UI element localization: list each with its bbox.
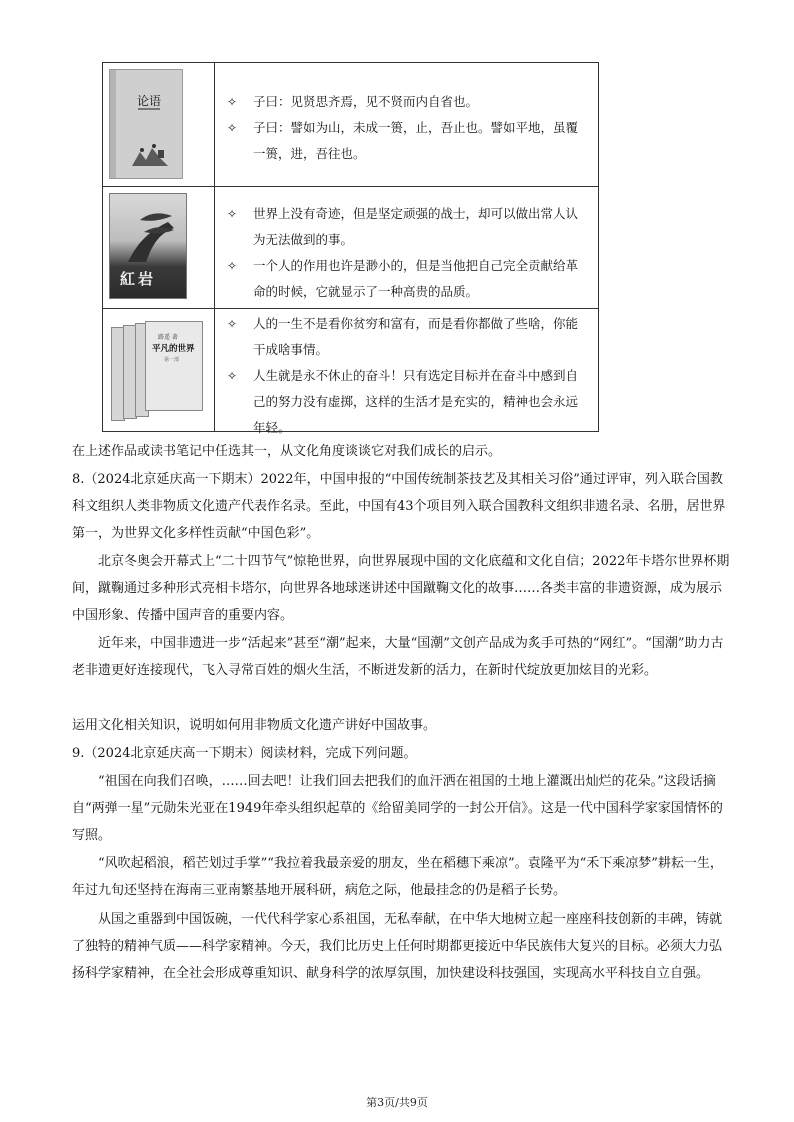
- book-row-lunyu: [103, 63, 598, 187]
- lunyu-cover-image: [109, 69, 183, 179]
- question-prompt: 运用文化相关知识，说明如何用非物质文化遗产讲好中国故事。: [72, 718, 437, 733]
- figures-illustration: [130, 142, 170, 168]
- paragraph: “风吹起稻浪，稻芒划过手掌”“我拉着我最亲爱的朋友，坐在稻穗下乘凉”。袁隆平为“禾下乘凉梦”耕耘一生，年过九旬还坚持在海南三亚南繁基地开展科研，病危之际，他最挂念的仍是稻子长势。: [72, 856, 723, 898]
- hongyan-cover-image: [109, 193, 187, 299]
- quote-item: ✧ 一个人的作用也许是渺小的，但是当他把自己完全贡献给革命的时候，它就显示了一种高贵的品质。: [227, 253, 586, 305]
- quotes-cell: [215, 63, 598, 186]
- paragraph: 从国之重器到中国饭碗，一代代科学家心系祖国，无私奉献，在中华大地树立起一座座科技创新的丰碑，铸就了独特的精神气质——科学家精神。今天，我们比历史上任何时期都更接近中华民族伟大复兴的目标。必须大力弘扬科学家精神，在全社会形成尊重知识、献身科学的浓厚氛围，加快建设科技强国，实现高水平科技自立自强。: [72, 912, 723, 981]
- quote-item: ✧ 子曰：譬如为山，未成一篑，止，吾止也。譬如平地，虽覆一篑，进，吾往也。: [227, 115, 586, 167]
- pingfan-cover-image: 路遥 著 平凡的世界 第一部: [145, 321, 203, 411]
- question-8-intro: 8.（2024北京延庆高一下期末）2022年，中国申报的“中国传统制茶技艺及其相关习俗”通过评审，列入联合国教科文组织人类非物质文化遗产代表作名录。至此，中国有43个项目列入联合国教科文组织非遗名录、名册，居世界第一，为世界文化多样性贡献“中国色彩”。: [72, 472, 726, 541]
- cover-cell: [103, 187, 215, 308]
- cover-cell: [103, 309, 215, 431]
- book-row-hongyan: [103, 187, 598, 309]
- pine-tree-illustration: [118, 202, 178, 262]
- quote-item: ✧ 人的一生不是看你贫穷和富有，而是看你都做了些啥，你能干成啥事情。: [227, 311, 586, 363]
- diamond-bullet-icon: ✧: [227, 207, 238, 221]
- question-9-intro: 9.（2024北京延庆高一下期末）阅读材料，完成下列问题。: [72, 746, 417, 761]
- cover-title: 紅岩: [120, 270, 157, 288]
- quotes-cell: [215, 187, 598, 308]
- cover-title: 论语: [137, 94, 162, 108]
- diamond-bullet-icon: ✧: [227, 121, 238, 135]
- paragraph: 近年来，中国非遗进一步“活起来”甚至“潮”起来，大量“国潮”文创产品成为炙手可热的“网红”。“国潮”助力古老非遗更好连接现代，飞入寻常百姓的烟火生活，不断迸发新的活力，在新时代绽放更加炫目的光彩。: [72, 636, 724, 678]
- page-footer: 第3页/共9页: [366, 1096, 428, 1109]
- cover-cell: [103, 63, 215, 186]
- diamond-bullet-icon: ✧: [227, 369, 238, 383]
- book-row-pingfan: [103, 309, 598, 435]
- diamond-bullet-icon: ✧: [227, 317, 238, 331]
- book-quotes-table: [102, 62, 599, 435]
- quote-item: ✧ 世界上没有奇迹，但是坚定顽强的战士，却可以做出常人认为无法做到的事。: [227, 201, 586, 253]
- cover-title: 平凡的世界: [152, 344, 195, 354]
- diamond-bullet-icon: ✧: [227, 259, 238, 273]
- paragraph: “祖国在向我们召唤，……回去吧！让我们回去把我们的血汗洒在祖国的土地上灌溉出灿烂的花朵。”这段话摘自“两弹一星”元勋朱光亚在1949年牵头组织起草的《给留美同学的一封公开信》。这是一代中国科学家家国情怀的写照。: [72, 774, 723, 843]
- question-prompt: 在上述作品或读书笔记中任选其一，从文化角度谈谈它对我们成长的启示。: [72, 444, 502, 459]
- quotes-cell: [215, 309, 598, 435]
- quote-item: ✧ 人生就是永不休止的奋斗！只有选定目标并在奋斗中感到自己的努力没有虚掷，这样的生活才是充实的，精神也会永远年轻。: [227, 363, 586, 441]
- diamond-bullet-icon: ✧: [227, 95, 238, 109]
- quote-item: ✧ 子曰：见贤思齐焉，见不贤而内自省也。: [227, 89, 586, 115]
- paragraph: 北京冬奥会开幕式上“二十四节气”惊艳世界，向世界展现中国的文化底蕴和文化自信；2022年卡塔尔世界杯期间，蹴鞠通过多种形式亮相卡塔尔，向世界各地球迷讲述中国蹴鞠文化的故事……各类丰富的非遗资源，成为展示中国形象、传播中国声音的重要内容。: [72, 554, 730, 623]
